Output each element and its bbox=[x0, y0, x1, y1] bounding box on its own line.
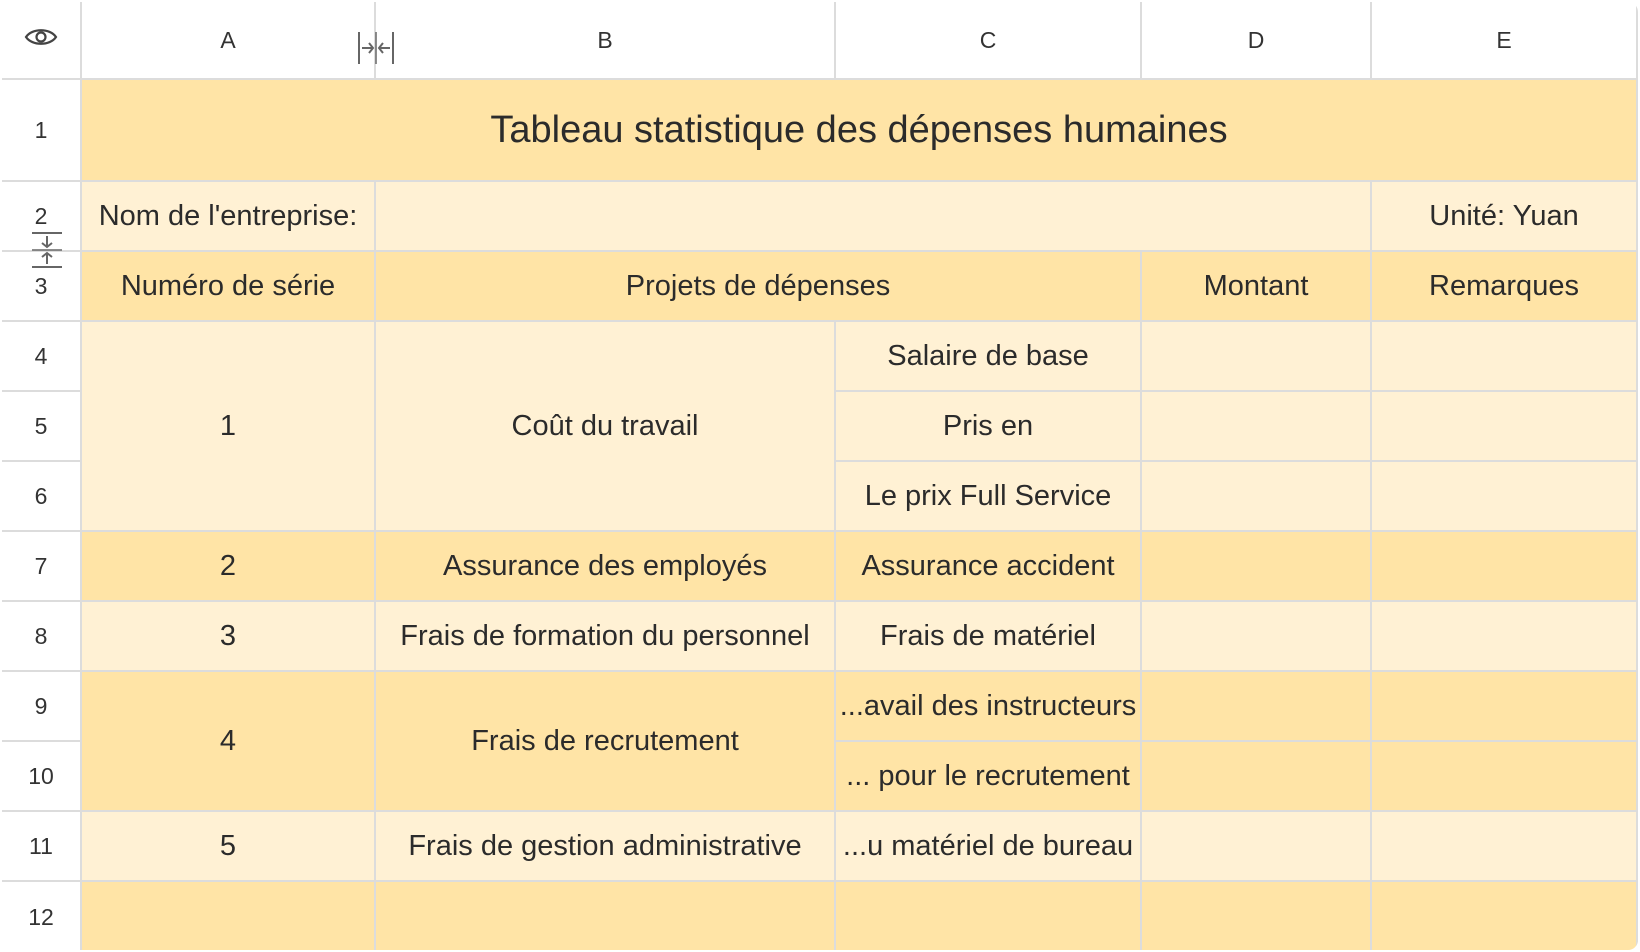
sheet-title: Tableau statistique des dépenses humaines bbox=[490, 108, 1228, 151]
remarks-cell[interactable] bbox=[1372, 532, 1638, 602]
column-header-b[interactable]: B bbox=[376, 2, 836, 80]
item-cell[interactable]: Pris en bbox=[836, 392, 1142, 462]
row-header-6[interactable]: 6 bbox=[2, 462, 82, 532]
remarks-cell[interactable] bbox=[1372, 742, 1638, 812]
spreadsheet bbox=[2, 2, 1638, 950]
column-header-d[interactable]: D bbox=[1142, 2, 1372, 80]
remarks-cell[interactable] bbox=[1372, 672, 1638, 742]
item-cell[interactable]: Le prix Full Service bbox=[836, 462, 1142, 532]
header-projects[interactable]: Projets de dépenses bbox=[376, 252, 1142, 322]
item-cell[interactable]: ...u matériel de bureau bbox=[836, 812, 1142, 882]
column-resize-icon[interactable] bbox=[358, 30, 394, 66]
category-cell[interactable]: Frais de recrutement bbox=[376, 672, 836, 812]
unit-cell[interactable]: Unité: Yuan bbox=[1372, 182, 1638, 252]
item-cell[interactable]: ...avail des instructeurs bbox=[836, 672, 1142, 742]
row-12-cell[interactable] bbox=[1372, 882, 1638, 950]
category-cell[interactable]: Frais de gestion administrative bbox=[376, 812, 836, 882]
category-cell[interactable]: Coût du travail bbox=[376, 322, 836, 532]
row-resize-handle[interactable] bbox=[30, 232, 64, 268]
row-header-4[interactable]: 4 bbox=[2, 322, 82, 392]
header-remarks[interactable]: Remarques bbox=[1372, 252, 1638, 322]
column-header-a[interactable]: A bbox=[82, 2, 376, 80]
row-12-cell[interactable] bbox=[82, 882, 376, 950]
row-header-2[interactable]: 2 bbox=[2, 182, 82, 252]
amount-cell[interactable] bbox=[1142, 462, 1372, 532]
header-amount[interactable]: Montant bbox=[1142, 252, 1372, 322]
item-cell[interactable]: Assurance accident bbox=[836, 532, 1142, 602]
eye-icon[interactable] bbox=[24, 26, 58, 54]
remarks-cell[interactable] bbox=[1372, 602, 1638, 672]
row-header-3[interactable]: 3 bbox=[2, 252, 82, 322]
row-header-9[interactable]: 9 bbox=[2, 672, 82, 742]
row-header-7[interactable]: 7 bbox=[2, 532, 82, 602]
column-header-e[interactable]: E bbox=[1372, 2, 1638, 80]
header-serial[interactable]: Numéro de série bbox=[82, 252, 376, 322]
row-header-8[interactable]: 8 bbox=[2, 602, 82, 672]
item-cell[interactable]: Frais de matériel bbox=[836, 602, 1142, 672]
row-header-1[interactable]: 1 bbox=[2, 80, 82, 182]
remarks-cell[interactable] bbox=[1372, 392, 1638, 462]
category-cell[interactable]: Assurance des employés bbox=[376, 532, 836, 602]
company-name-cell[interactable] bbox=[376, 182, 1372, 252]
column-header-c[interactable]: C bbox=[836, 2, 1142, 80]
row-header-10[interactable]: 10 bbox=[2, 742, 82, 812]
amount-cell[interactable] bbox=[1142, 742, 1372, 812]
row-header-12[interactable]: 12 bbox=[2, 882, 82, 950]
category-cell[interactable]: Frais de formation du personnel bbox=[376, 602, 836, 672]
row-header-11[interactable]: 11 bbox=[2, 812, 82, 882]
company-label-cell[interactable]: Nom de l'entreprise: bbox=[82, 182, 376, 252]
row-12-cell[interactable] bbox=[836, 882, 1142, 950]
title-cell[interactable] bbox=[82, 80, 1638, 182]
row-12-cell[interactable] bbox=[1142, 882, 1372, 950]
serial-cell[interactable]: 3 bbox=[82, 602, 376, 672]
amount-cell[interactable] bbox=[1142, 812, 1372, 882]
amount-cell[interactable] bbox=[1142, 322, 1372, 392]
column-resize-handle[interactable] bbox=[358, 30, 394, 66]
select-all-corner[interactable] bbox=[2, 2, 82, 80]
remarks-cell[interactable] bbox=[1372, 462, 1638, 532]
remarks-cell[interactable] bbox=[1372, 322, 1638, 392]
row-12-cell[interactable] bbox=[376, 882, 836, 950]
serial-cell[interactable]: 5 bbox=[82, 812, 376, 882]
amount-cell[interactable] bbox=[1142, 392, 1372, 462]
serial-cell[interactable]: 4 bbox=[82, 672, 376, 812]
serial-cell[interactable]: 1 bbox=[82, 322, 376, 532]
amount-cell[interactable] bbox=[1142, 532, 1372, 602]
item-cell[interactable]: ... pour le recrutement bbox=[836, 742, 1142, 812]
item-cell[interactable]: Salaire de base bbox=[836, 322, 1142, 392]
serial-cell[interactable]: 2 bbox=[82, 532, 376, 602]
row-resize-icon[interactable] bbox=[30, 232, 64, 268]
amount-cell[interactable] bbox=[1142, 672, 1372, 742]
amount-cell[interactable] bbox=[1142, 602, 1372, 672]
remarks-cell[interactable] bbox=[1372, 812, 1638, 882]
row-header-5[interactable]: 5 bbox=[2, 392, 82, 462]
